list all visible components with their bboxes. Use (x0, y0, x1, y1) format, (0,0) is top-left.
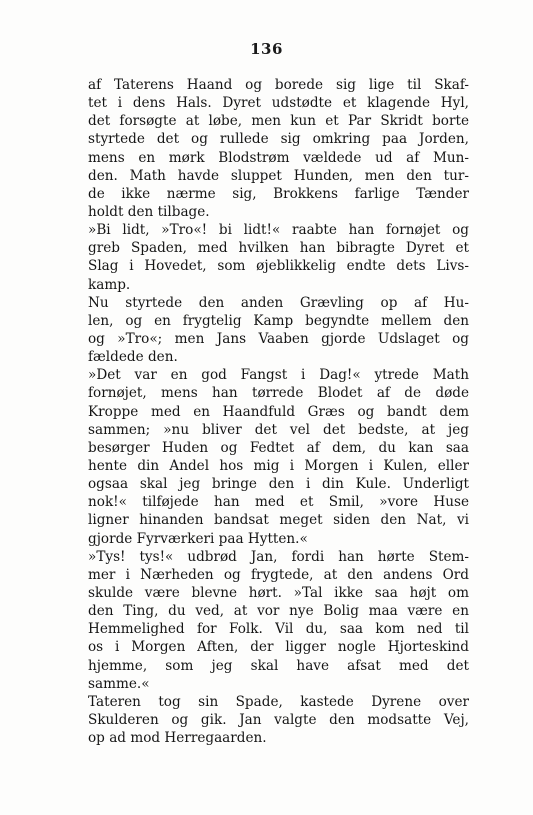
text-line: skulde være blevne hørt. »Tal ikke saa højt om (88, 584, 469, 601)
text-line: len, og en frygtelig Kamp begyndte mellem den (88, 312, 469, 329)
text-line: og »Tro«; men Jans Vaaben gjorde Udslaget og (88, 330, 469, 347)
text-line: den Ting, du ved, at vor nye Bolig maa være en (88, 603, 469, 620)
text-line: Hemmelighed for Folk. Vil du, saa kom ned til (88, 621, 469, 638)
text-line: os i Morgen Aften, der ligger nogle Hjorteskind (88, 639, 469, 656)
text-line: Skulderen og gik. Jan valgte den modsatte Vej, (88, 711, 469, 728)
body-text (88, 76, 469, 747)
text-line: det forsøgte at løbe, men kun et Par Skridt borte (88, 113, 469, 130)
text-line: »Bi lidt, »Tro«! bi lidt!« raabte han fornøjet og (88, 222, 469, 239)
text-line: af Taterens Haand og borede sig lige til Skaf- (88, 77, 469, 93)
text-line: besørger Huden og Fedtet af dem, du kan saa (88, 439, 469, 456)
text-line: »Det var en god Fangst i Dag!« ytrede Math (88, 367, 469, 384)
text-line: mer i Nærheden og frygtede, at den andens Ord (88, 566, 469, 583)
text-line: »Tys! tys!« udbrød Jan, fordi han hørte Stem- (88, 548, 469, 565)
text-line: ogsaa skal jeg bringe den i din Kule. Underligt (88, 476, 469, 493)
text-line: greb Spaden, med hvilken han bibragte Dyret et (88, 240, 469, 257)
text-line: styrtede det og rullede sig omkring paa Jorden, (88, 131, 469, 148)
text-line: fældede den. (88, 349, 178, 366)
page-number: 136 (250, 40, 283, 58)
text-line: den. Math havde sluppet Hunden, men den tur- (88, 167, 469, 184)
text-line: hjemme, som jeg skal have afsat med det (88, 657, 469, 674)
text-line: tet i dens Hals. Dyret udstødte et klagende Hyl, (88, 95, 469, 112)
text-line: Tateren tog sin Spade, kastede Dyrene over (88, 693, 469, 710)
text-line: Nu styrtede den anden Grævling op af Hu- (88, 294, 469, 311)
text-line: holdt den tilbage. (88, 203, 210, 220)
text-line: de ikke nærme sig, Brokkens farlige Tænder (88, 185, 469, 202)
text-line: gjorde Fyrværkeri paa Hytten.« (88, 530, 308, 547)
text-line: fornøjet, mens han tørrede Blodet af de døde (88, 385, 469, 402)
text-line: nok!« tilføjede han med et Smil, »vore Huse (88, 494, 469, 511)
text-line: Kroppe med en Haandfuld Græs og bandt dem (88, 403, 469, 420)
text-line: sammen; »nu bliver det vel det bedste, at jeg (88, 421, 469, 438)
text-line: kamp. (88, 276, 131, 293)
text-line: hente din Andel hos mig i Morgen i Kulen, eller (88, 457, 469, 474)
text-line: ligner hinanden bandsat meget siden den Nat, vi (88, 512, 469, 529)
text-line: op ad mod Herregaarden. (88, 730, 267, 747)
text-line: mens en mørk Blodstrøm vældede ud af Mun- (88, 149, 469, 166)
text-line: samme.« (88, 675, 150, 692)
text-line: Slag i Hovedet, som øjeblikkelig endte dets Livs- (88, 258, 469, 275)
